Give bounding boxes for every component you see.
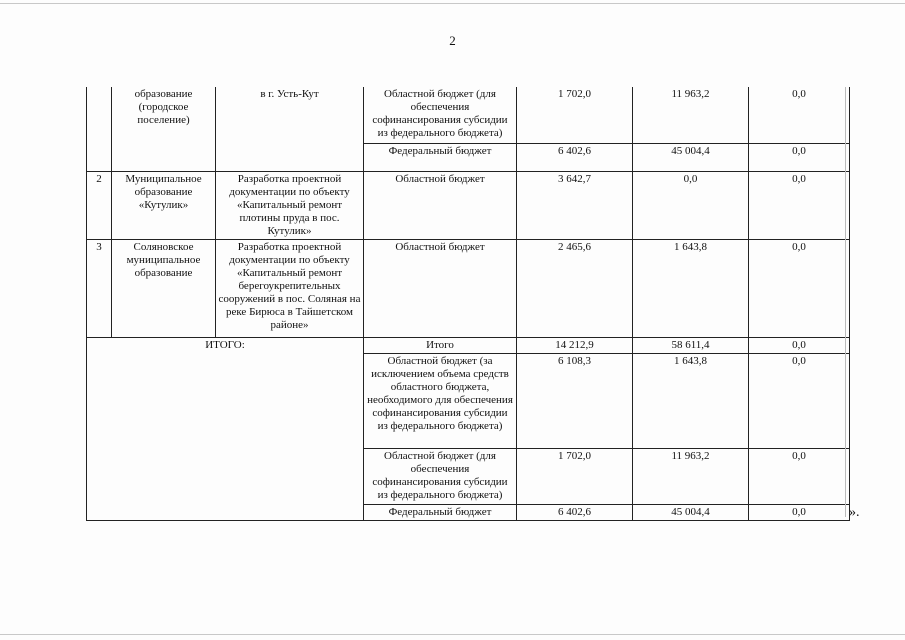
value-cell-2: 58 611,4 (633, 337, 749, 353)
row-number-cell: 3 (87, 239, 112, 337)
value-cell-2: 11 963,2 (633, 448, 749, 504)
value-cell-3: 0,0 (749, 87, 850, 143)
value-cell-3: 0,0 (749, 143, 850, 171)
value-cell-2: 45 004,4 (633, 143, 749, 171)
value-cell-3: 0,0 (749, 448, 850, 504)
value-cell-1: 3 642,7 (517, 171, 633, 239)
object-cell: в г. Усть-Кут (216, 87, 364, 171)
value-cell-1: 1 702,0 (517, 448, 633, 504)
page-number: 2 (449, 33, 456, 48)
table-row (87, 171, 850, 239)
recipient-cell: Муниципальное образование «Кутулик» (112, 171, 216, 239)
value-cell-2: 0,0 (633, 171, 749, 239)
recipient-cell: образование (городское поселение) (112, 87, 216, 171)
value-cell-1: 6 402,6 (517, 143, 633, 171)
value-cell-2: 45 004,4 (633, 504, 749, 520)
table-row (87, 239, 850, 337)
object-cell: Разработка проектной документации по объекту «Капитальный ремонт берегоукрепительных сооружений в пос. Соляная на реке Бирюса в Тайшетском районе» (216, 239, 364, 337)
value-cell-3: 0,0 (749, 239, 850, 337)
recipient-cell: Соляновское муниципальное образование (112, 239, 216, 337)
value-cell-3: 0,0 (749, 337, 850, 353)
funding-source-cell: Федеральный бюджет (364, 504, 517, 520)
funding-source-cell: Областной бюджет (для обеспечения софинансирования субсидии из федерального бюджета) (364, 87, 517, 143)
value-cell-1: 2 465,6 (517, 239, 633, 337)
scan-edge-top (0, 3, 905, 4)
row-number-cell: 2 (87, 171, 112, 239)
budget-allocation-table (86, 87, 850, 521)
value-cell-2: 1 643,8 (633, 353, 749, 448)
funding-source-cell: Областной бюджет (364, 171, 517, 239)
funding-source-cell: Областной бюджет (для обеспечения софинансирования субсидии из федерального бюджета) (364, 448, 517, 504)
table-right-edge (845, 87, 846, 517)
scan-edge-bottom (0, 634, 905, 635)
object-cell: Разработка проектной документации по объекту «Капитальный ремонт плотины пруда в пос. Кутулик» (216, 171, 364, 239)
total-row (87, 337, 850, 353)
value-cell-2: 1 643,8 (633, 239, 749, 337)
funding-source-cell: Областной бюджет (364, 239, 517, 337)
value-cell-1: 6 108,3 (517, 353, 633, 448)
row-number-cell (87, 87, 112, 171)
closing-quote-mark: ». (849, 505, 860, 520)
value-cell-1: 6 402,6 (517, 504, 633, 520)
value-cell-2: 11 963,2 (633, 87, 749, 143)
funding-source-cell: Итого (364, 337, 517, 353)
value-cell-3: 0,0 (749, 171, 850, 239)
value-cell-3: 0,0 (749, 504, 850, 520)
value-cell-1: 14 212,9 (517, 337, 633, 353)
funding-source-cell: Областной бюджет (за исключением объема средств областного бюджета, необходимого для обеспечения софинансирования субсидии из федерального бюджета) (364, 353, 517, 448)
value-cell-3: 0,0 (749, 353, 850, 448)
total-label-cell: ИТОГО: (87, 337, 364, 520)
table-row (87, 87, 850, 143)
value-cell-1: 1 702,0 (517, 87, 633, 143)
funding-source-cell: Федеральный бюджет (364, 143, 517, 171)
